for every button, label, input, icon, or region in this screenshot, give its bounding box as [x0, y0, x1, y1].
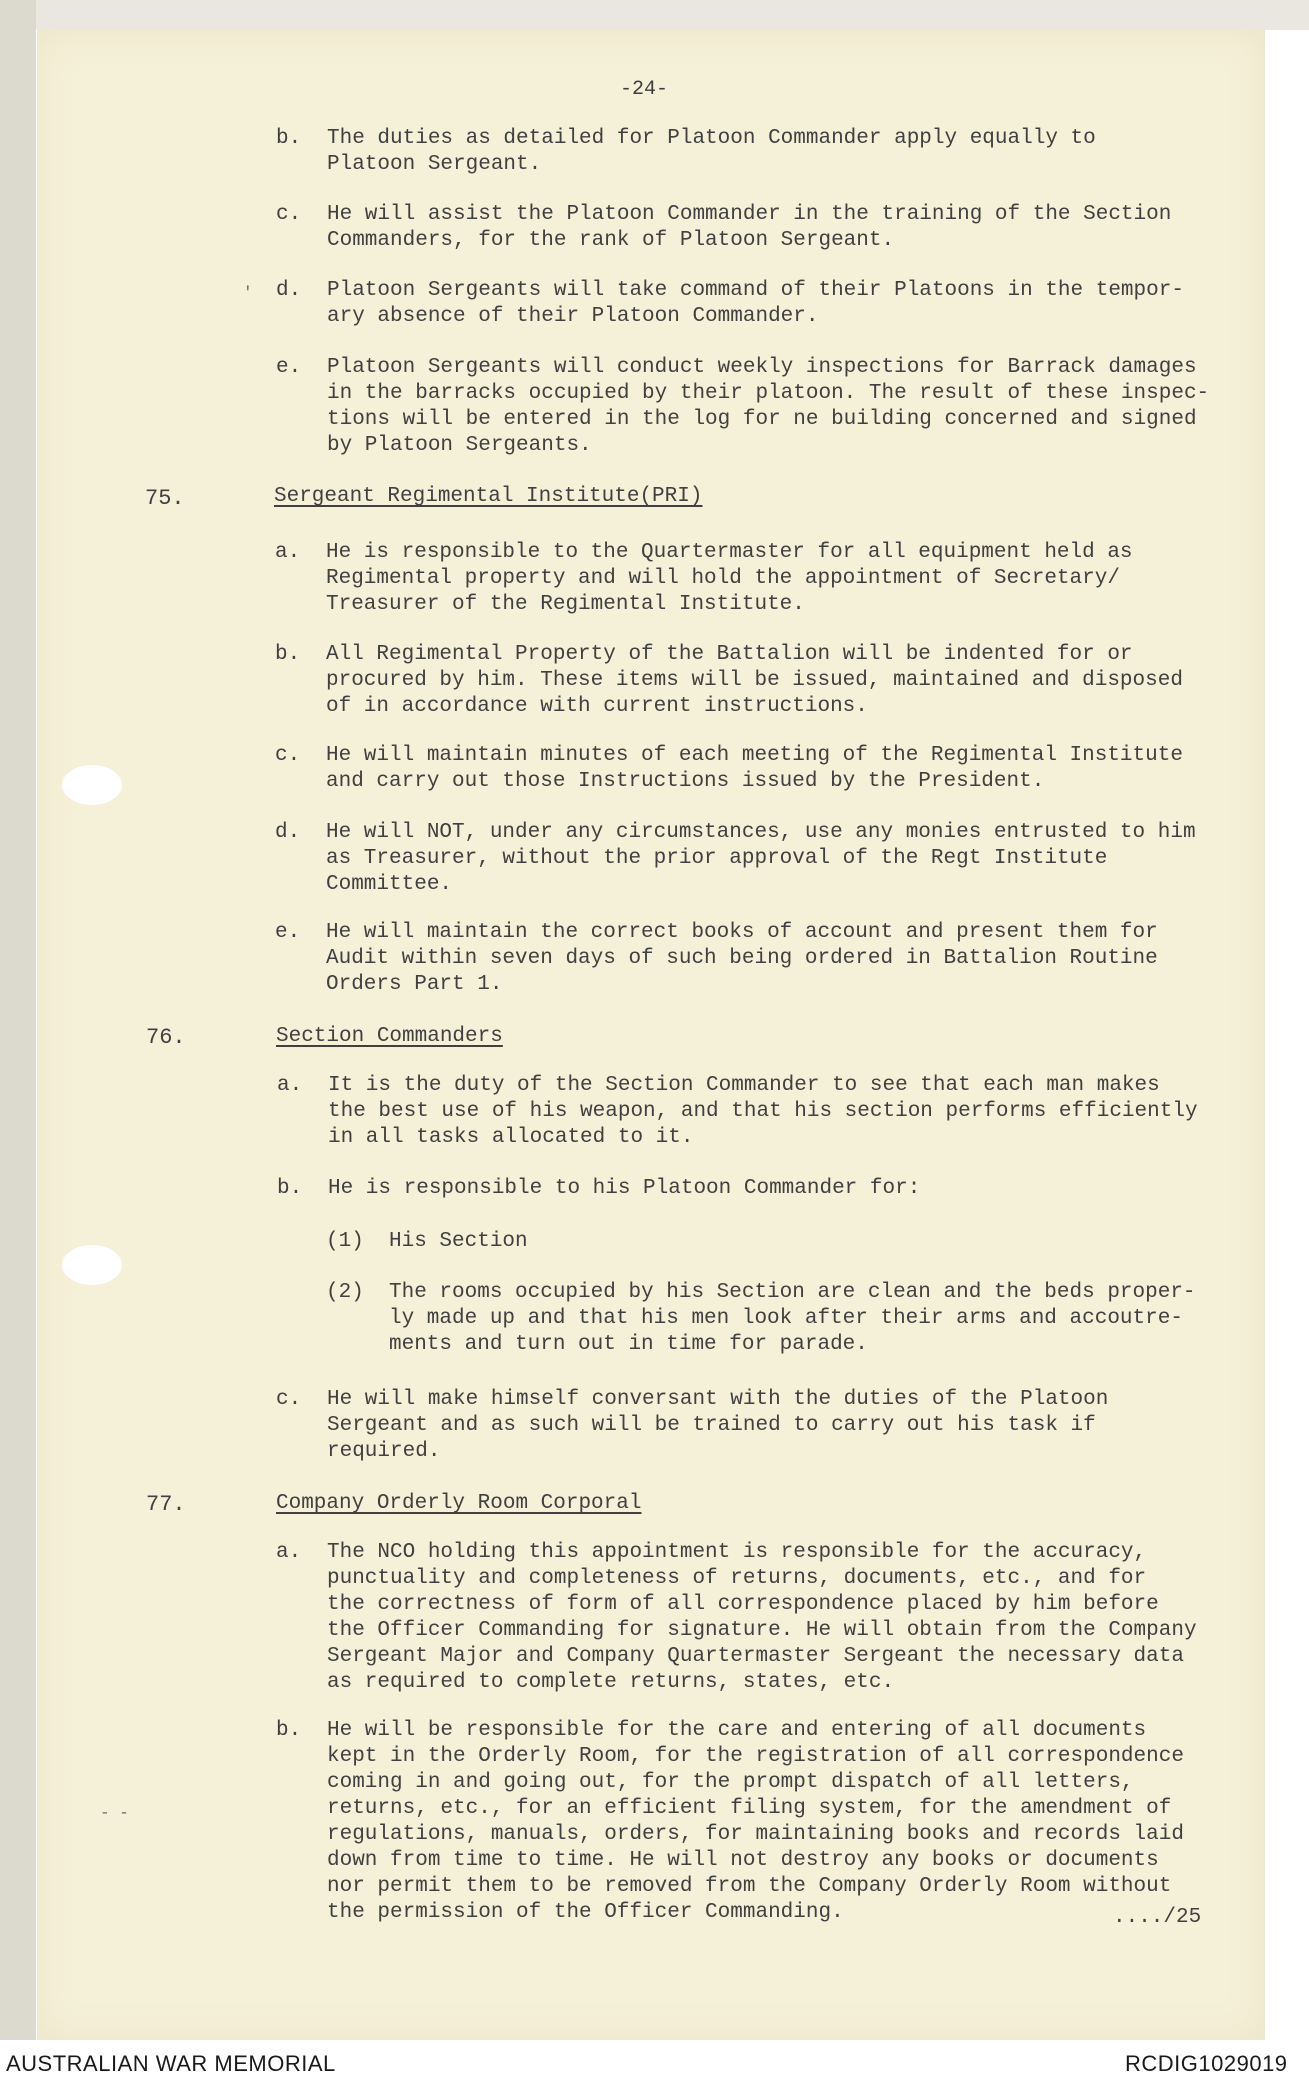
- section-number: 77.: [146, 1492, 186, 1517]
- item-letter: a.: [276, 1541, 302, 1564]
- item-text: All Regimental Property of the Battalion will be indented for or procured by him. These items will be issued, maintained and disposed of in accordance with current instructions.: [326, 643, 1183, 718]
- punch-hole: [62, 1245, 122, 1285]
- item-letter: e.: [276, 356, 302, 379]
- section-number: 76.: [146, 1025, 186, 1050]
- section-heading: Company Orderly Room Corporal: [276, 1492, 642, 1515]
- item-letter: d.: [275, 821, 301, 844]
- item-letter: b.: [276, 1719, 302, 1742]
- item-text: The duties as detailed for Platoon Commander apply equally to Platoon Sergeant.: [327, 127, 1096, 176]
- item-letter: a.: [275, 541, 301, 564]
- page-number: -24-: [620, 78, 669, 101]
- item-letter: e.: [275, 921, 301, 944]
- item-text: The NCO holding this appointment is responsible for the accuracy, punctuality and completeness of returns, documents, etc., and for the correctness of form of all correspondence placed by him before the Officer Commanding for signature. He will obtain from the Company Sergeant Major and Company Quartermaster Sergeant the necessary data as required to complete returns, states, etc.: [327, 1541, 1197, 1694]
- item-text: He will assist the Platoon Commander in the training of the Section Commanders, for the rank of Platoon Sergeant.: [327, 203, 1172, 252]
- item-text: He will make himself conversant with the duties of the Platoon Sergeant and as such will be trained to carry out his task if required.: [327, 1388, 1109, 1463]
- item-letter: b.: [275, 643, 301, 666]
- item-text: He will be responsible for the care and entering of all documents kept in the Orderly Room, for the registration of all correspondence coming in and going out, for the prompt dispatch of all letters, returns, etc., for an efficient filing system, for the amendment of regulations, manuals, orders, for maintaining books and records laid down from time to time. He will not destroy any books or documents nor permit them to be removed from the Company Orderly Room without the permission of the Officer Commanding.: [327, 1719, 1184, 1924]
- item-text: He is responsible to his Platoon Commander for:: [328, 1177, 921, 1200]
- item-text: He is responsible to the Quartermaster for all equipment held as Regimental property and will hold the appointment of Secretary/ Treasurer of the Regimental Institute.: [326, 541, 1133, 616]
- section-heading: Sergeant Regimental Institute(PRI): [274, 485, 703, 508]
- item-letter: c.: [275, 744, 301, 767]
- item-text: It is the duty of the Section Commander to see that each man makes the best use of his weapon, and that his section performs efficiently in all tasks allocated to it.: [328, 1074, 1198, 1149]
- footer-record-id: RCDIG1029019: [1125, 2051, 1288, 2076]
- sub-item-text: His Section: [389, 1230, 528, 1253]
- item-text: He will NOT, under any circumstances, use any monies entrusted to him as Treasurer, without the prior approval of the Regt Institute Committee.: [326, 821, 1196, 896]
- scan-background-left: [0, 0, 36, 2040]
- section-number: 75.: [145, 486, 185, 511]
- item-text: Platoon Sergeants will conduct weekly inspections for Barrack damages in the barracks occupied by their platoon. The result of these inspec- tions will be entered in the log for ne building concerned and signed by Platoon Sergeants.: [327, 356, 1210, 457]
- item-letter: b.: [276, 127, 302, 150]
- margin-mark: - -: [100, 1804, 129, 1822]
- sub-item-number: (2): [326, 1281, 364, 1304]
- item-letter: d.: [276, 279, 302, 302]
- footer-archive-name: AUSTRALIAN WAR MEMORIAL: [6, 2051, 336, 2076]
- item-text: He will maintain minutes of each meeting of the Regimental Institute and carry out those Instructions issued by the President.: [326, 744, 1183, 793]
- margin-mark: ': [243, 284, 253, 302]
- item-letter: b.: [277, 1177, 303, 1200]
- item-text: Platoon Sergeants will take command of their Platoons in the tempor- ary absence of their Platoon Commander.: [327, 279, 1184, 328]
- section-heading: Section Commanders: [276, 1025, 503, 1048]
- sub-item-text: The rooms occupied by his Section are clean and the beds proper- ly made up and that his men look after their arms and accoutre- ments and turn out in time for parade.: [389, 1281, 1196, 1356]
- sub-item-number: (1): [326, 1230, 364, 1253]
- item-text: He will maintain the correct books of account and present them for Audit within seven days of such being ordered in Battalion Routine Orders Part 1.: [326, 921, 1158, 996]
- item-letter: c.: [276, 1388, 302, 1411]
- continuation-marker: ..../25: [1113, 1906, 1202, 1929]
- item-letter: a.: [277, 1074, 303, 1097]
- scan-background-top: [0, 0, 1309, 30]
- item-letter: c.: [276, 203, 302, 226]
- punch-hole: [62, 765, 122, 805]
